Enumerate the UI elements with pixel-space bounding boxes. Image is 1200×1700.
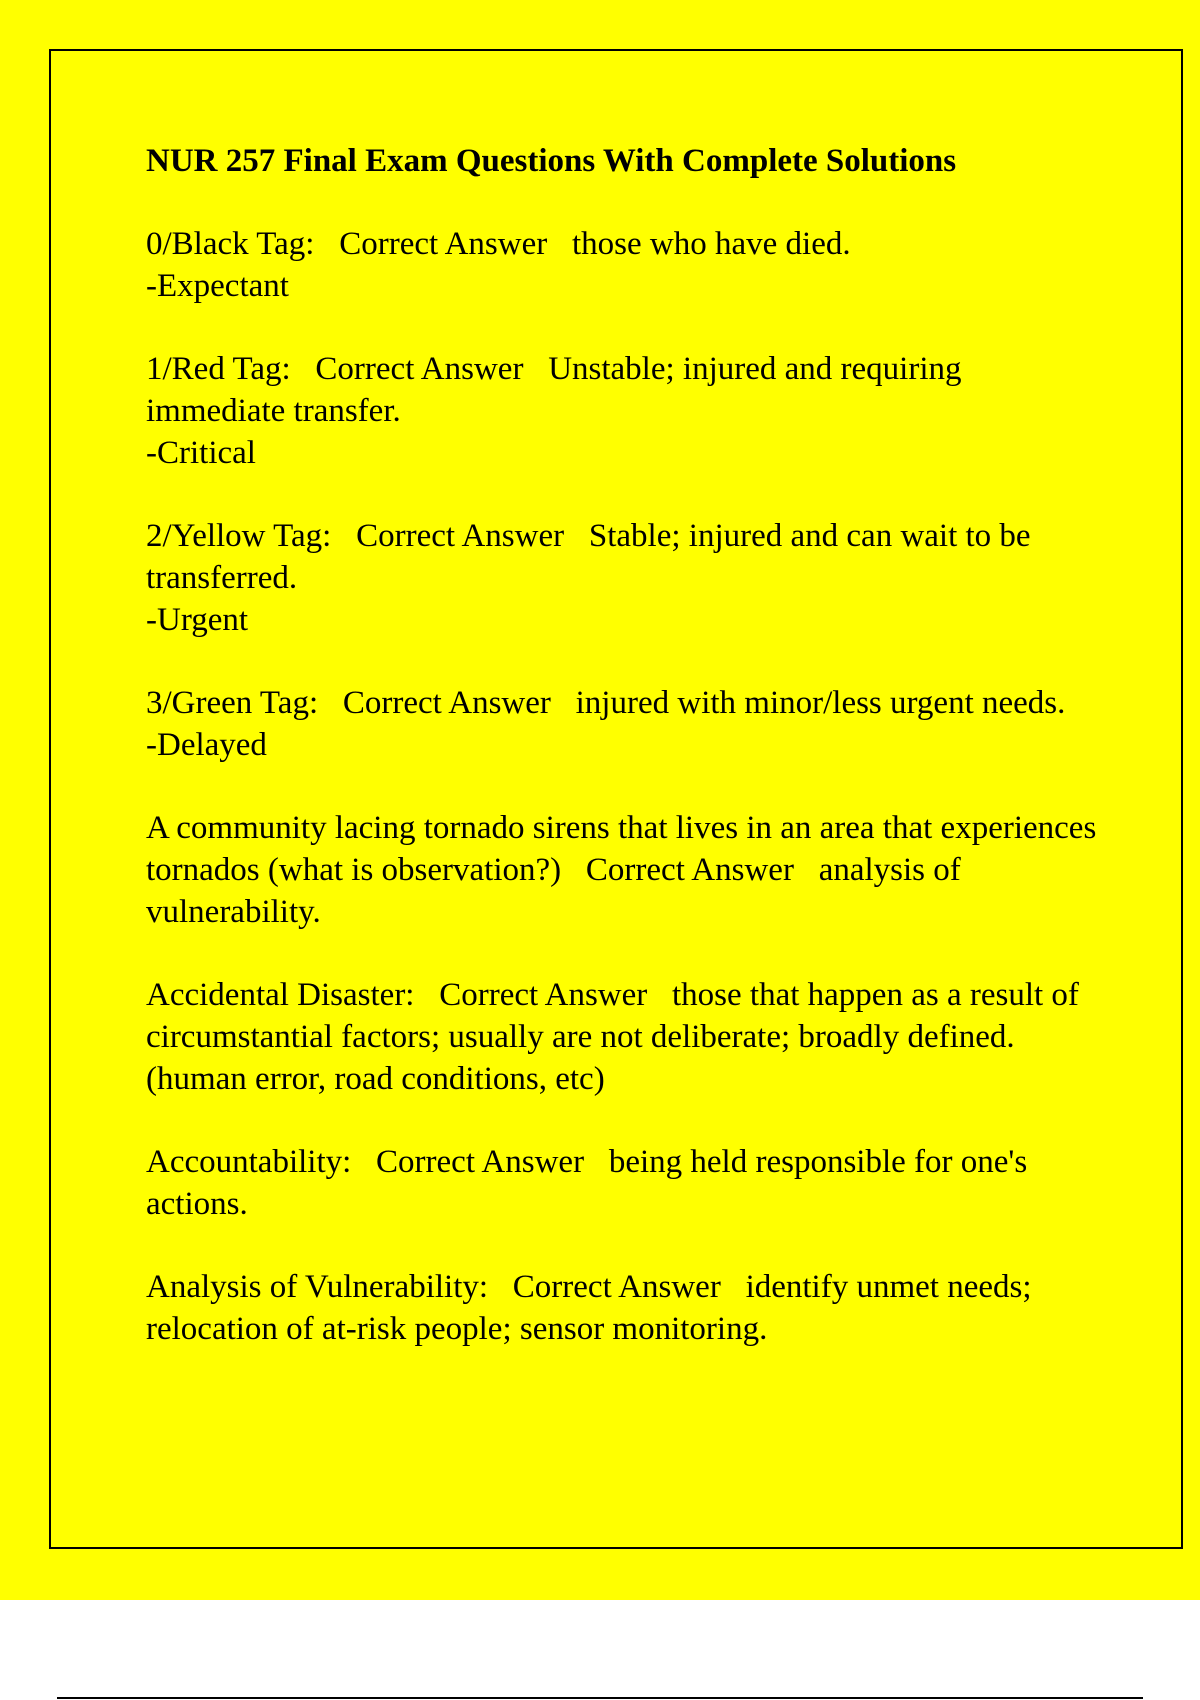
qa-line: [146, 223, 1106, 265]
qa-line: [146, 682, 1106, 724]
qa-entry-red-tag: [146, 348, 1106, 474]
qa-term: Accidental Disaster:: [146, 977, 415, 1013]
qa-term: 0/Black Tag:: [146, 226, 315, 262]
qa-note: -Expectant: [146, 268, 289, 304]
qa-entry-black-tag: [146, 223, 1106, 307]
qa-line: [146, 1266, 1106, 1350]
qa-separator: Correct Answer: [512, 1269, 721, 1305]
qa-answer: injured with minor/less urgent needs.: [575, 685, 1066, 721]
qa-entry-yellow-tag: [146, 515, 1106, 641]
qa-answer: identify unmet needs; relocation of at-risk people; sensor monitoring.: [146, 1269, 1032, 1347]
qa-answer: analysis of vulnerability.: [146, 852, 961, 930]
qa-line: [146, 807, 1106, 933]
qa-separator: Correct Answer: [439, 977, 648, 1013]
qa-term: 2/Yellow Tag:: [146, 518, 332, 554]
qa-line: [146, 515, 1106, 599]
footer-divider-line: [57, 1697, 1143, 1699]
qa-answer: being held responsible for one's actions.: [146, 1144, 1028, 1222]
qa-answer: those that happen as a result of circumstantial factors; usually are not deliberate; broadly defined. (human error, road conditions, etc): [146, 977, 1079, 1097]
qa-line: [146, 974, 1106, 1100]
qa-term: Analysis of Vulnerability:: [146, 1269, 489, 1305]
qa-separator: Correct Answer: [315, 351, 524, 387]
qa-note: -Urgent: [146, 602, 249, 638]
qa-separator: Correct Answer: [356, 518, 565, 554]
qa-separator: Correct Answer: [342, 685, 551, 721]
qa-answer: Unstable; injured and requiring immediate transfer.: [146, 351, 962, 429]
qa-note: -Delayed: [146, 727, 267, 763]
qa-note: -Critical: [146, 435, 256, 471]
qa-answer: those who have died.: [572, 226, 851, 262]
qa-entry-green-tag: [146, 682, 1106, 766]
qa-separator: Correct Answer: [339, 226, 548, 262]
document-title: NUR 257 Final Exam Questions With Complete Solutions: [146, 143, 957, 179]
qa-entry-tornado-sirens: [146, 807, 1106, 933]
qa-entry-analysis-of-vulnerability: [146, 1266, 1106, 1350]
qa-separator: Correct Answer: [585, 852, 794, 888]
qa-entry-accidental-disaster: [146, 974, 1106, 1100]
qa-answer: Stable; injured and can wait to be transferred.: [146, 518, 1031, 596]
qa-line: [146, 348, 1106, 432]
qa-term: A community lacing tornado sirens that lives in an area that experiences tornados (what is observation?): [146, 810, 1097, 888]
qa-entry-accountability: [146, 1141, 1106, 1225]
qa-line: [146, 1141, 1106, 1225]
qa-separator: Correct Answer: [376, 1144, 585, 1180]
qa-term: 1/Red Tag:: [146, 351, 291, 387]
qa-term: Accountability:: [146, 1144, 352, 1180]
document-content: [146, 140, 1106, 1391]
qa-term: 3/Green Tag:: [146, 685, 319, 721]
